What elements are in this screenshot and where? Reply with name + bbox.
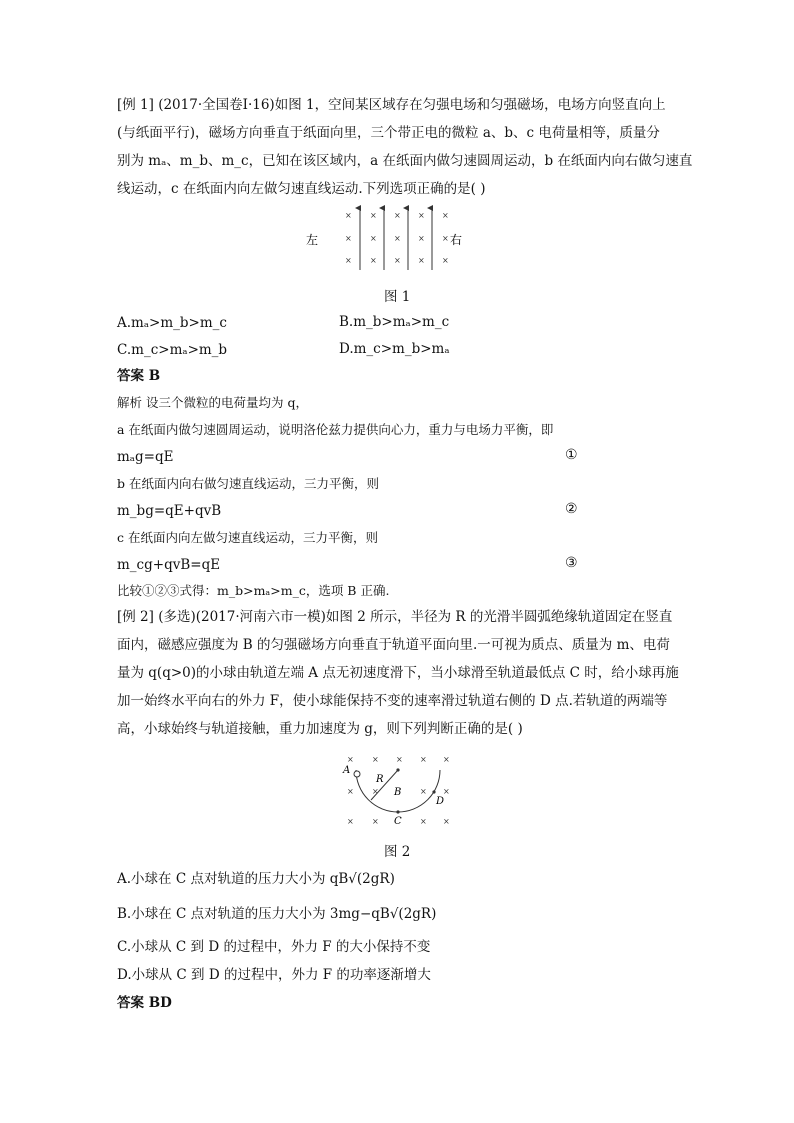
figure-1-caption: 图 1 bbox=[384, 289, 411, 305]
ex1-option-a: A.mₐ>m_b>m_c bbox=[117, 315, 227, 331]
label-R: R bbox=[376, 774, 384, 785]
ex1-option-c: C.m_c>mₐ>m_b bbox=[117, 342, 228, 358]
ex1-solution-conclusion: 比较①②③式得：m_b>mₐ>m_c，选项 B 正确. bbox=[117, 583, 390, 598]
label-B: B bbox=[394, 787, 402, 798]
center-point bbox=[396, 768, 399, 771]
example2-line-4: 加一始终水平向右的外力 F，使小球能保持不变的速率滑过轨道右侧的 D 点.若轨道的两端等 bbox=[117, 693, 668, 709]
fig1-right-label: 右 bbox=[450, 233, 463, 247]
point-C bbox=[396, 810, 399, 813]
svg-text:×: × bbox=[345, 211, 352, 220]
ex2-answer: 答案 BD bbox=[117, 995, 172, 1011]
label-D: D bbox=[436, 796, 445, 807]
svg-text:×: × bbox=[370, 211, 377, 220]
svg-text:×: × bbox=[370, 234, 377, 243]
ex1-solution-c: c 在纸面内向左做匀速直线运动，三力平衡，则 bbox=[117, 530, 378, 545]
ex1-equation-2: m_bg=qE+qvB bbox=[117, 503, 222, 519]
svg-text:×: × bbox=[443, 817, 450, 826]
svg-text:×: × bbox=[347, 755, 354, 764]
svg-text:×: × bbox=[418, 211, 425, 220]
label-C: C bbox=[394, 816, 402, 827]
svg-text:×: × bbox=[418, 234, 425, 243]
label-A: A bbox=[343, 765, 351, 776]
point-D bbox=[432, 790, 435, 793]
figure-2-caption: 图 2 bbox=[384, 844, 411, 860]
svg-text:×: × bbox=[420, 755, 427, 764]
svg-text:×: × bbox=[396, 755, 403, 764]
ball-at-A bbox=[354, 771, 360, 777]
magnetic-field-markers bbox=[345, 211, 449, 265]
svg-text:×: × bbox=[394, 256, 401, 265]
svg-text:×: × bbox=[345, 234, 352, 243]
ex1-equation-3: m_cg+qvB=qE bbox=[117, 557, 221, 573]
svg-text:×: × bbox=[347, 787, 354, 796]
example1-line-1: [例 1] (2017·全国卷Ⅰ·16)如图 1，空间某区域存在匀强电场和匀强磁场，电场方向竖直向上 bbox=[117, 97, 666, 113]
svg-text:×: × bbox=[394, 234, 401, 243]
svg-text:×: × bbox=[372, 755, 379, 764]
ex1-option-b: B.m_b>mₐ>m_c bbox=[339, 314, 450, 330]
example2-line-3: 量为 q(q>0)的小球由轨道左端 A 点无初速度滑下，当小球滑至轨道最低点 C 时，给小球再施 bbox=[117, 665, 679, 681]
ex1-solution-intro: 解析 设三个微粒的电荷量均为 q， bbox=[117, 395, 308, 410]
ex1-solution-b: b 在纸面内向右做匀速直线运动，三力平衡，则 bbox=[117, 476, 379, 491]
equation-number-1: ① bbox=[565, 447, 578, 463]
example2-line-1: [例 2] (多选)(2017·河南六市一模)如图 2 所示，半径为 R 的光滑半圆弧绝缘轨道固定在竖直 bbox=[117, 609, 673, 625]
svg-text:×: × bbox=[418, 256, 425, 265]
svg-text:×: × bbox=[443, 787, 450, 796]
svg-text:×: × bbox=[372, 817, 379, 826]
ex2-option-d: D.小球从 C 到 D 的过程中，外力 F 的功率逐渐增大 bbox=[117, 967, 431, 983]
example2-line-5: 高，小球始终与轨道接触，重力加速度为 g，则下列判断正确的是( ) bbox=[117, 721, 523, 737]
fig1-left-label: 左 bbox=[306, 233, 319, 247]
svg-text:×: × bbox=[370, 256, 377, 265]
ex1-option-d: D.m_c>m_b>mₐ bbox=[339, 341, 450, 357]
equation-number-3: ③ bbox=[565, 555, 578, 571]
svg-text:×: × bbox=[442, 234, 449, 243]
figure-2 bbox=[338, 752, 458, 830]
svg-text:×: × bbox=[345, 256, 352, 265]
svg-text:×: × bbox=[420, 817, 427, 826]
figure-1 bbox=[300, 202, 490, 274]
svg-text:×: × bbox=[442, 256, 449, 265]
ex2-option-b: B.小球在 C 点对轨道的压力大小为 3mg−qB√(2gR) bbox=[117, 906, 437, 922]
svg-text:×: × bbox=[443, 755, 450, 764]
svg-text:×: × bbox=[372, 787, 379, 796]
example1-line-4: 线运动，c 在纸面内向左做匀速直线运动.下列选项正确的是( ) bbox=[117, 181, 486, 197]
ex1-answer: 答案 B bbox=[117, 368, 161, 384]
ex2-option-a: A.小球在 C 点对轨道的压力大小为 qB√(2gR) bbox=[117, 871, 395, 887]
equation-number-2: ② bbox=[565, 501, 578, 517]
svg-text:×: × bbox=[442, 211, 449, 220]
svg-text:×: × bbox=[347, 817, 354, 826]
example1-line-2: (与纸面平行)，磁场方向垂直于纸面向里，三个带正电的微粒 a、b、c 电荷量相等，质量分 bbox=[117, 125, 660, 141]
ex1-equation-1: mₐg=qE bbox=[117, 449, 174, 465]
example2-line-2: 面内，磁感应强度为 B 的匀强磁场方向垂直于轨道平面向里.一可视为质点、质量为 m、电荷 bbox=[117, 637, 670, 653]
ex1-solution-a: a 在纸面内做匀速圆周运动，说明洛伦兹力提供向心力，重力与电场力平衡，即 bbox=[117, 422, 554, 437]
svg-text:×: × bbox=[394, 211, 401, 220]
example1-line-3: 别为 mₐ、m_b、m_c，已知在该区域内，a 在纸面内做匀速圆周运动，b 在纸面内向右做匀速直 bbox=[117, 153, 693, 169]
svg-text:×: × bbox=[420, 787, 427, 796]
ex2-option-c: C.小球从 C 到 D 的过程中，外力 F 的大小保持不变 bbox=[117, 939, 431, 955]
